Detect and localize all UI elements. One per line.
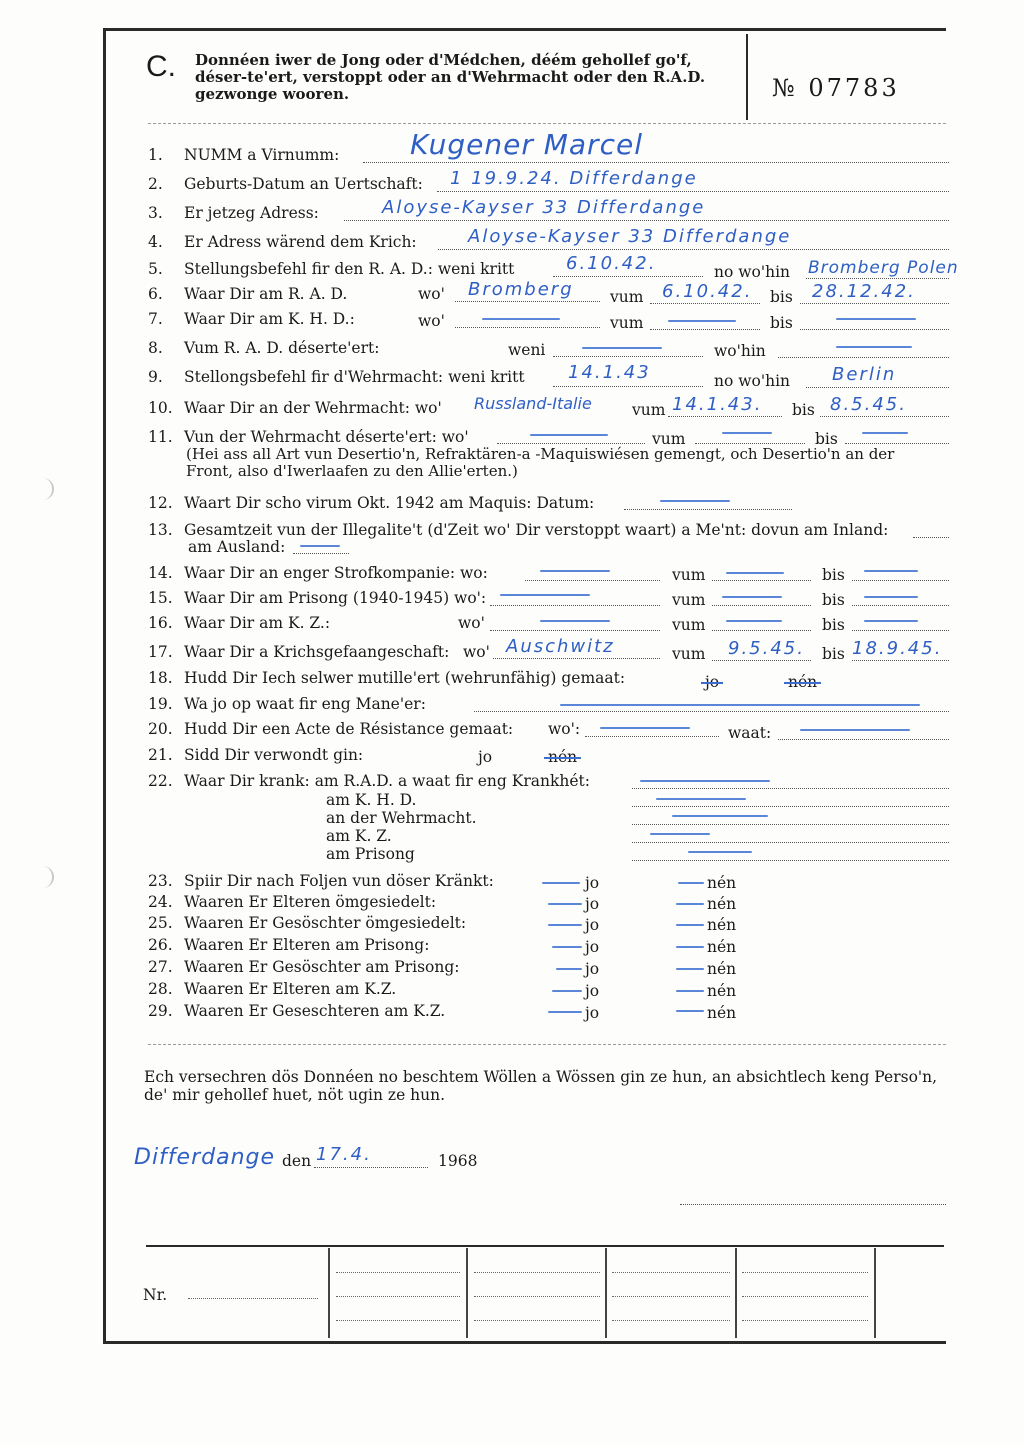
nen-option[interactable]: nén [707,938,737,956]
row-number: 2. [148,175,163,193]
hw-wehrmacht-place[interactable]: Berlin [832,364,897,385]
row-number: 6. [148,285,163,303]
waat-label: waat: [728,724,772,742]
year-label: 1968 [438,1152,478,1170]
hw-wehrmacht-date[interactable]: 14.1.43 [568,362,651,383]
row-number: 14. [148,564,173,582]
row-label: Waar Dir am R. A. D. [184,285,348,303]
number-value: 07783 [808,74,900,102]
hw-date[interactable]: 17.4. [316,1144,372,1165]
row-number: 12. [148,494,173,512]
section-letter: C. [146,50,176,83]
row-label: Waaren Er Gesöschter ömgesiedelt: [184,914,467,932]
punch-hole [42,478,54,500]
vum-label: vum [632,401,666,419]
ausland-label: am Ausland: [188,538,286,556]
number-sign: № [772,74,798,102]
row-label: Waar Dir am Prisong (1940-1945) wo': [184,589,487,607]
jo-option[interactable]: jo [585,982,600,1000]
bis-label: bis [822,566,845,584]
nen-option[interactable]: nén [707,895,737,913]
nen-option[interactable]: nén [707,874,737,892]
row-number: 4. [148,233,163,251]
row-label: Waar Dir an enger Strofkompanie: wo: [184,564,488,582]
row-number: 17. [148,643,173,661]
bis-label: bis [792,401,815,419]
hw-name[interactable]: Kugener Marcel [410,128,643,161]
row-number: 8. [148,339,163,357]
row-28 [148,980,946,998]
row-number: 16. [148,614,173,632]
row-label: Vum R. A. D. déserte'ert: [184,339,380,357]
row-number: 10. [148,399,173,417]
row-label: Waart Dir scho virum Okt. 1942 am Maquis: Datum: [184,494,595,512]
row-label: NUMM a Virnumm: [184,146,340,164]
section-rule [148,1044,946,1045]
row-label: Hudd Dir een Acte de Résistance gemaat: [184,720,514,738]
hw-rad-from[interactable]: 6.10.42. [662,281,753,302]
weni-label: weni [508,341,546,359]
row-label: Waaren Er Gesöschter am Prisong: [184,958,460,976]
hw-pow-from[interactable]: 9.5.45. [728,638,805,659]
row-number: 25. [148,914,173,932]
hw-wehrmacht-to[interactable]: 8.5.45. [830,394,907,415]
row-label: Waar Dir krank: am R.A.D. a waat fir eng Krankhét: [184,772,590,790]
jo-option[interactable]: jo [585,960,600,978]
no-wohin-label: no wo'hin [714,263,791,281]
row-25 [148,914,946,932]
row-label: Waar Dir an der Wehrmacht: wo' [184,399,442,417]
row-13 [148,521,946,539]
hw-wehrmacht-from[interactable]: 14.1.43. [672,394,763,415]
header-divider [746,34,748,120]
wo-label: wo' [418,285,445,303]
nen-option[interactable]: nén [707,982,737,1000]
nen-option[interactable]: nén [548,748,578,766]
bis-label: bis [822,645,845,663]
row-label: Waaren Er Elteren ömgesiedelt: [184,893,437,911]
row-label: Wa jo op waat fir eng Mane'er: [184,695,426,713]
vum-label: vum [610,314,644,332]
row-number: 29. [148,1002,173,1020]
jo-option[interactable]: jo [705,673,720,691]
hw-rad-where[interactable]: Bromberg [468,279,574,300]
row-label: Hudd Dir Iech selwer mutille'ert (wehrunfähig) gemaat: [184,669,626,687]
row-12 [148,494,946,512]
jo-option[interactable]: jo [585,1004,600,1022]
row-number: 26. [148,936,173,954]
row-label: Vun der Wehrmacht déserte'ert: wo' [184,428,469,446]
den-label: den [282,1152,312,1170]
hw-war-address[interactable]: Aloyse-Kayser 33 Differdange [468,226,792,247]
row-23 [148,872,946,890]
row-number: 23. [148,872,173,890]
row-number: 15. [148,589,173,607]
row-label: Waar Dir am K. H. D.: [184,310,355,328]
hw-address[interactable]: Aloyse-Kayser 33 Differdange [382,197,706,218]
hw-rad-to[interactable]: 28.12.42. [812,281,916,302]
nr-field[interactable] [188,1298,318,1299]
jo-option[interactable]: jo [585,874,600,892]
row-number: 3. [148,204,163,222]
row-8 [148,339,946,357]
vum-label: vum [672,645,706,663]
hw-place[interactable]: Differdange [134,1145,276,1170]
row-label: Waaren Er Geseschteren am K.Z. [184,1002,446,1020]
jo-option[interactable]: jo [585,938,600,956]
nen-option[interactable]: nén [707,1004,737,1022]
row-number: 19. [148,695,173,713]
row-18 [148,669,946,687]
hw-rad-date[interactable]: 6.10.42. [566,253,657,274]
section-title: Donnéen iwer de Jong oder d'Médchen, déém gehollef go'f, déser-te'ert, verstoppt oder an d'Wehrmacht oder den R.A.D. gezwonge wooren. [195,51,706,103]
row-label: Waar Dir a Krichsgefaangeschaft: [184,643,450,661]
row-label: Geburts-Datum an Uertschaft: [184,175,423,193]
confirmation-text: Ech versechren dös Donnéen no beschtem Wöllen a Wössen gin ze hun, an absichtlech keng Perso'n, de' mir gehollef huet, nöt ugin ze hun. [144,1068,938,1104]
row-number: 13. [148,521,173,539]
row-number: 9. [148,368,163,386]
nen-option[interactable]: nén [707,916,737,934]
row-label: Sidd Dir verwondt gin: [184,746,364,764]
hw-pow-where[interactable]: Auschwitz [506,636,615,657]
vum-label: vum [610,288,644,306]
row-number: 22. [148,772,173,790]
nen-option[interactable]: nén [707,960,737,978]
row-29 [148,1002,946,1020]
hw-wehrmacht-where[interactable]: Russland-Italie [474,394,592,413]
illness-sub-label: an der Wehrmacht. [326,809,477,827]
row-label: Spiir Dir nach Foljen vun döser Kränkt: [184,872,494,890]
row-number: 21. [148,746,173,764]
wo-label: wo' [463,643,490,661]
hw-birth[interactable]: 1 19.9.24. Differdange [450,168,698,189]
bis-label: bis [815,430,838,448]
illness-sub-label: am K. H. D. [326,791,417,809]
row-21 [148,746,946,764]
row-number: 27. [148,958,173,976]
signature-line[interactable] [680,1204,946,1205]
row-27 [148,958,946,976]
desertion-note: (Hei ass all Art vun Desertio'n, Refraktären-a -Maquiswiésen gemengt, och Desertio'n an der Front, also d'Iwerlaafen zu den Allie'erten.) [186,445,895,480]
row-26 [148,936,946,954]
row-24 [148,893,946,911]
header-rule [148,123,946,124]
row-number: 28. [148,980,173,998]
row-9 [148,368,946,386]
bis-label: bis [822,591,845,609]
row-number: 20. [148,720,173,738]
row-label: Er Adress wärend dem Krich: [184,233,417,251]
row-number: 24. [148,893,173,911]
wohin-label: wo'hin [714,342,766,360]
row-label: Stellongsbefehl fir d'Wehrmacht: weni kritt [184,368,525,386]
no-wohin-label: no wo'hin [714,372,791,390]
row-number: 5. [148,260,163,278]
footer-rule [146,1245,944,1247]
row-label: Waar Dir am K. Z.: [184,614,331,632]
form-number [772,74,900,102]
row-number: 18. [148,669,173,687]
row-label: Gesamtzeit vun der Illegalite't (d'Zeit wo' Dir verstoppt waart) a Me'nt: dovun am Inland: [184,521,889,539]
hw-pow-to[interactable]: 18.9.45. [852,638,943,659]
row-label: Stellungsbefehl fir den R. A. D.: weni kritt [184,260,515,278]
bis-label: bis [770,314,793,332]
row-label: Waaren Er Elteren am K.Z. [184,980,397,998]
wo-label: wo': [548,720,581,738]
row-number: 7. [148,310,163,328]
row-number: 11. [148,428,173,446]
wo-label: wo' [418,312,445,330]
vum-label: vum [672,616,706,634]
nr-label: Nr. [143,1286,168,1304]
punch-hole [42,866,54,888]
row-label: Er jetzeg Adress: [184,204,319,222]
jo-option[interactable]: jo [478,748,493,766]
hw-rad-place[interactable]: Bromberg Polen [808,258,959,278]
nen-option[interactable]: nén [788,673,818,691]
illness-sub-label: am Prisong [326,845,415,863]
jo-option[interactable]: jo [585,895,600,913]
wo-label: wo' [458,614,485,632]
bis-label: bis [770,288,793,306]
row-number: 1. [148,146,163,164]
bis-label: bis [822,616,845,634]
jo-option[interactable]: jo [585,916,600,934]
illness-sub-label: am K. Z. [326,827,392,845]
vum-label: vum [672,566,706,584]
vum-label: vum [672,591,706,609]
row-label: Waaren Er Elteren am Prisong: [184,936,430,954]
vum-label: vum [652,430,686,448]
